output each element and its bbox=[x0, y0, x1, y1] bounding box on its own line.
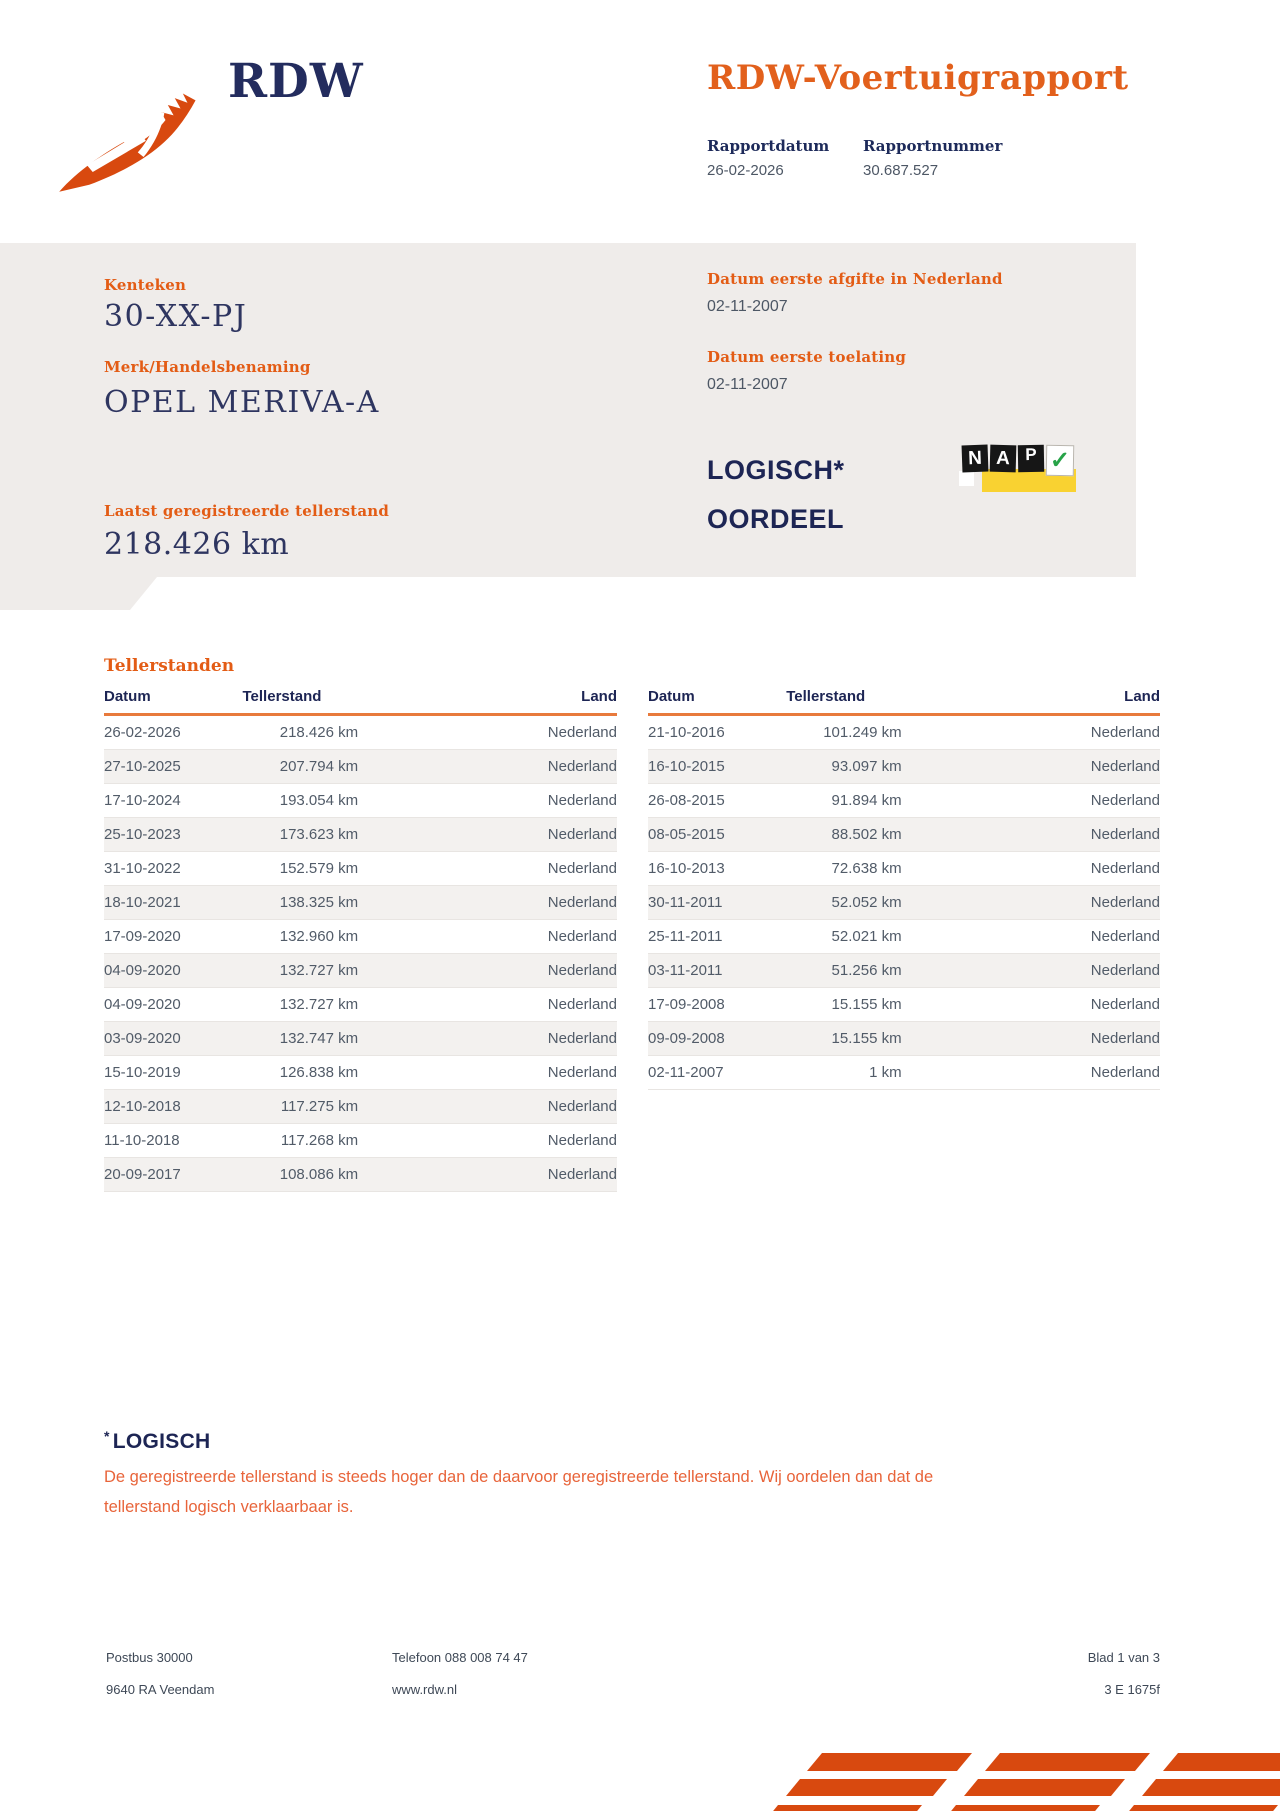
land-cell: Nederland bbox=[930, 954, 1160, 988]
tellerstand-cell: 51.256 km bbox=[786, 954, 929, 988]
datum-cell: 26-08-2015 bbox=[648, 784, 786, 818]
oordeel-verdict bbox=[707, 446, 845, 544]
datum-cell: 21-10-2016 bbox=[648, 715, 786, 750]
tellerstand-cell: 132.747 km bbox=[243, 1022, 387, 1056]
datum-cell: 26-02-2026 bbox=[104, 715, 243, 750]
table-row bbox=[648, 715, 1160, 750]
land-cell: Nederland bbox=[386, 988, 617, 1022]
header-datum: Datum bbox=[104, 688, 243, 715]
table-row bbox=[648, 784, 1160, 818]
footnote-asterisk: * bbox=[104, 1428, 110, 1444]
kenteken-label: Kenteken bbox=[104, 276, 187, 294]
land-cell: Nederland bbox=[386, 750, 617, 784]
land-cell: Nederland bbox=[930, 1022, 1160, 1056]
tellerstand-cell: 88.502 km bbox=[786, 818, 929, 852]
merk-label: Merk/Handelsbenaming bbox=[104, 358, 311, 376]
nap-badge bbox=[962, 444, 1076, 494]
datum-cell: 08-05-2015 bbox=[648, 818, 786, 852]
datum-cell: 09-09-2008 bbox=[648, 1022, 786, 1056]
table-row bbox=[104, 784, 617, 818]
footer-address-line2: 9640 RA Veendam bbox=[106, 1682, 215, 1697]
land-cell: Nederland bbox=[930, 852, 1160, 886]
tellerstanden-table-left bbox=[104, 688, 617, 1192]
afgifte-label: Datum eerste afgifte in Nederland bbox=[707, 270, 1003, 288]
header-datum: Datum bbox=[648, 688, 786, 715]
land-cell: Nederland bbox=[930, 818, 1160, 852]
land-cell: Nederland bbox=[386, 784, 617, 818]
land-cell: Nederland bbox=[386, 886, 617, 920]
footer-page-indicator: Blad 1 van 3 bbox=[1087, 1650, 1160, 1665]
table-row bbox=[648, 920, 1160, 954]
table-row bbox=[648, 988, 1160, 1022]
tellerstand-cell: 101.249 km bbox=[786, 715, 929, 750]
table-row bbox=[104, 954, 617, 988]
tellerstand-cell: 91.894 km bbox=[786, 784, 929, 818]
header-tellerstand: Tellerstand bbox=[786, 688, 929, 715]
table-row bbox=[648, 818, 1160, 852]
datum-cell: 25-10-2023 bbox=[104, 818, 243, 852]
kenteken-value: 30-XX-PJ bbox=[104, 299, 248, 334]
datum-cell: 11-10-2018 bbox=[104, 1124, 243, 1158]
tellerstand-cell: 207.794 km bbox=[243, 750, 387, 784]
tellerstand-cell: 152.579 km bbox=[243, 852, 387, 886]
toelating-value: 02-11-2007 bbox=[707, 376, 788, 393]
tellerstand-cell: 108.086 km bbox=[243, 1158, 387, 1192]
table-row bbox=[104, 1056, 617, 1090]
land-cell: Nederland bbox=[930, 988, 1160, 1022]
land-cell: Nederland bbox=[386, 1056, 617, 1090]
tellerstand-cell: 15.155 km bbox=[786, 1022, 929, 1056]
oordeel-line2: OORDEEL bbox=[707, 504, 845, 534]
report-date-label: Rapportdatum bbox=[707, 137, 830, 155]
tellerstanden-section-title: Tellerstanden bbox=[104, 656, 235, 676]
table-row bbox=[104, 818, 617, 852]
footer-form-code: 3 E 1675f bbox=[1104, 1682, 1160, 1697]
tellerstand-cell: 117.268 km bbox=[243, 1124, 387, 1158]
table-row bbox=[648, 1056, 1160, 1090]
table-row bbox=[648, 750, 1160, 784]
report-number-value: 30.687.527 bbox=[863, 162, 939, 179]
table-row bbox=[104, 920, 617, 954]
tellerstand-cell: 15.155 km bbox=[786, 988, 929, 1022]
datum-cell: 02-11-2007 bbox=[648, 1056, 786, 1090]
tellerstand-cell: 126.838 km bbox=[243, 1056, 387, 1090]
tellerstand-cell: 52.021 km bbox=[786, 920, 929, 954]
nap-check-icon: ✓ bbox=[1046, 445, 1075, 476]
tellerstand-cell: 93.097 km bbox=[786, 750, 929, 784]
table-row bbox=[104, 1158, 617, 1192]
datum-cell: 16-10-2013 bbox=[648, 852, 786, 886]
nap-white-square bbox=[959, 471, 974, 486]
datum-cell: 30-11-2011 bbox=[648, 886, 786, 920]
footer-website: www.rdw.nl bbox=[392, 1682, 458, 1697]
rdw-logo-swoosh-icon bbox=[56, 90, 208, 194]
table-row bbox=[648, 954, 1160, 988]
tellerstand-cell: 72.638 km bbox=[786, 852, 929, 886]
table-row bbox=[648, 886, 1160, 920]
motif-speedlines-icon bbox=[1118, 1753, 1280, 1811]
datum-cell: 31-10-2022 bbox=[104, 852, 243, 886]
tellerstand-cell: 132.727 km bbox=[243, 988, 387, 1022]
datum-cell: 17-09-2008 bbox=[648, 988, 786, 1022]
tellerstand-cell: 218.426 km bbox=[243, 715, 387, 750]
header-land: Land bbox=[930, 688, 1160, 715]
oordeel-line1: LOGISCH* bbox=[707, 455, 845, 485]
footnote-title-text: LOGISCH bbox=[112, 1430, 211, 1453]
tellerstand-cell: 138.325 km bbox=[243, 886, 387, 920]
tellerstanden-table-right bbox=[648, 688, 1160, 1090]
land-cell: Nederland bbox=[930, 784, 1160, 818]
datum-cell: 04-09-2020 bbox=[104, 988, 243, 1022]
table-header-row bbox=[104, 688, 617, 715]
datum-cell: 15-10-2019 bbox=[104, 1056, 243, 1090]
nap-letter-n: N bbox=[962, 445, 989, 473]
table-row bbox=[104, 1124, 617, 1158]
datum-cell: 03-11-2011 bbox=[648, 954, 786, 988]
land-cell: Nederland bbox=[386, 852, 617, 886]
header-land: Land bbox=[386, 688, 617, 715]
table-row bbox=[104, 715, 617, 750]
afgifte-value: 02-11-2007 bbox=[707, 298, 788, 315]
land-cell: Nederland bbox=[386, 715, 617, 750]
tellerstand-cell: 1 km bbox=[786, 1056, 929, 1090]
header-tellerstand: Tellerstand bbox=[243, 688, 387, 715]
land-cell: Nederland bbox=[930, 750, 1160, 784]
datum-cell: 12-10-2018 bbox=[104, 1090, 243, 1124]
tellerstand-cell: 173.623 km bbox=[243, 818, 387, 852]
land-cell: Nederland bbox=[386, 920, 617, 954]
land-cell: Nederland bbox=[386, 1124, 617, 1158]
tellerstand-cell: 52.052 km bbox=[786, 886, 929, 920]
footnote-text: De geregistreerde tellerstand is steeds hoger dan de daarvoor geregistreerde tellerstand. Wij oordelen dan dat de tellerstand logisch verklaarbaar is. bbox=[104, 1468, 934, 1516]
land-cell: Nederland bbox=[930, 1056, 1160, 1090]
table-row bbox=[104, 852, 617, 886]
tellerstand-cell: 132.727 km bbox=[243, 954, 387, 988]
land-cell: Nederland bbox=[386, 1158, 617, 1192]
table-row bbox=[104, 750, 617, 784]
datum-cell: 27-10-2025 bbox=[104, 750, 243, 784]
decorative-motif bbox=[762, 1753, 1280, 1811]
nap-letter-a: A bbox=[990, 445, 1017, 473]
table-row bbox=[104, 1090, 617, 1124]
table-row bbox=[104, 886, 617, 920]
land-cell: Nederland bbox=[386, 1090, 617, 1124]
land-cell: Nederland bbox=[386, 954, 617, 988]
laatste-tellerstand-value: 218.426 km bbox=[104, 527, 290, 562]
footer-address-line1: Postbus 30000 bbox=[106, 1650, 193, 1665]
footer-phone: Telefoon 088 008 74 47 bbox=[392, 1650, 528, 1665]
tellerstand-cell: 193.054 km bbox=[243, 784, 387, 818]
report-number-label: Rapportnummer bbox=[863, 137, 1003, 155]
land-cell: Nederland bbox=[930, 886, 1160, 920]
datum-cell: 17-09-2020 bbox=[104, 920, 243, 954]
datum-cell: 03-09-2020 bbox=[104, 1022, 243, 1056]
table-header-row bbox=[648, 688, 1160, 715]
tellerstand-cell: 132.960 km bbox=[243, 920, 387, 954]
datum-cell: 25-11-2011 bbox=[648, 920, 786, 954]
nap-letter-p: P bbox=[1018, 445, 1044, 472]
land-cell: Nederland bbox=[930, 920, 1160, 954]
datum-cell: 16-10-2015 bbox=[648, 750, 786, 784]
land-cell: Nederland bbox=[386, 1022, 617, 1056]
datum-cell: 17-10-2024 bbox=[104, 784, 243, 818]
toelating-label: Datum eerste toelating bbox=[707, 348, 907, 366]
laatste-tellerstand-label: Laatst geregistreerde tellerstand bbox=[104, 502, 390, 520]
table-row bbox=[104, 988, 617, 1022]
datum-cell: 04-09-2020 bbox=[104, 954, 243, 988]
report-date-value: 26-02-2026 bbox=[707, 162, 784, 179]
merk-value: OPEL MERIVA-A bbox=[104, 385, 380, 420]
document-title: RDW-Voertuigrapport bbox=[707, 58, 1129, 98]
footnote-title bbox=[104, 1428, 211, 1454]
tellerstand-cell: 117.275 km bbox=[243, 1090, 387, 1124]
brand-wordmark: RDW bbox=[228, 54, 364, 109]
land-cell: Nederland bbox=[386, 818, 617, 852]
table-row bbox=[648, 1022, 1160, 1056]
datum-cell: 18-10-2021 bbox=[104, 886, 243, 920]
land-cell: Nederland bbox=[930, 715, 1160, 750]
table-row bbox=[648, 852, 1160, 886]
table-row bbox=[104, 1022, 617, 1056]
datum-cell: 20-09-2017 bbox=[104, 1158, 243, 1192]
